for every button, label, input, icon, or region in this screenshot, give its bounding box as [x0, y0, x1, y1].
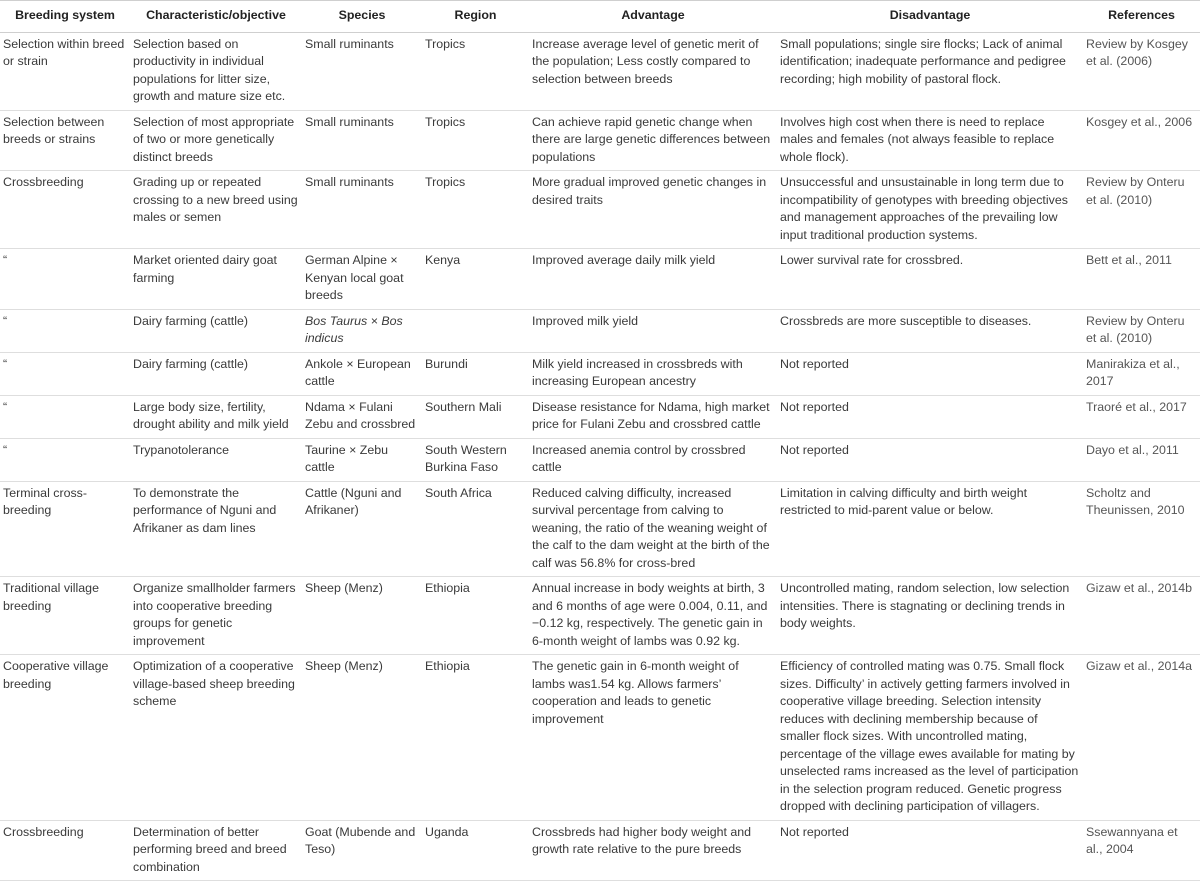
table-row [0, 32, 1200, 110]
table-row [0, 820, 1200, 881]
cell-characteristic: Trypanotolerance [133, 442, 229, 457]
cell-breeding-system: Selection between breeds or strains [3, 114, 105, 146]
cell-breeding-system: “ [3, 356, 8, 371]
cell-characteristic: Selection of most appropriate of two or more genetically distinct breeds [133, 114, 295, 164]
table-body [0, 32, 1200, 881]
cell-advantage: Annual increase in body weights at birth, 3 and 6 months of age were 0.004, 0.11, and −0.12 kg, respectively. The genetic gain in 6-month weight of lambs was 0.92 kg. [532, 581, 768, 648]
header-characteristic: Characteristic/objective [146, 8, 286, 22]
header-disadvantage: Disadvantage [889, 8, 971, 22]
cell-species: Small ruminants [305, 36, 394, 51]
cell-breeding-system: Crossbreeding [3, 175, 84, 189]
cell-disadvantage: Unsuccessful and unsustainable in long term due to incompatibility of genotypes with breeding objectives and management approaches of the prevailing low input traditional production systems. [780, 175, 1068, 242]
cell-references: Traoré et al., 2017 [1086, 399, 1187, 414]
cell-breeding-system: Cooperative village breeding [3, 659, 109, 691]
cell-disadvantage: Involves high cost when there is need to replace males and females (not always feasible to replace whole flock). [780, 114, 1055, 164]
cell-characteristic: Dairy farming (cattle) [133, 356, 248, 371]
table-row [0, 395, 1200, 438]
cell-disadvantage: Uncontrolled mating, random selection, low selection intensities. There is stagnating or declining trends in body weights. [780, 581, 1070, 630]
cell-species: German Alpine × Kenyan local goat breeds [305, 253, 404, 302]
header-references: References [1108, 8, 1175, 22]
table-row [0, 110, 1200, 171]
cell-region: Kenya [425, 253, 461, 267]
cell-species: Sheep (Menz) [305, 659, 383, 673]
table-row [0, 352, 1200, 395]
table-row [0, 438, 1200, 481]
cell-references: Kosgey et al., 2006 [1086, 114, 1193, 129]
cell-breeding-system: “ [3, 399, 8, 414]
cell-species: Bos Taurus × Bos indicus [305, 313, 403, 345]
cell-advantage: Increased anemia control by crossbred cattle [532, 442, 746, 474]
cell-references: Review by Onteru et al. (2010) [1086, 175, 1185, 207]
cell-references: Review by Onteru et al. (2010) [1086, 313, 1185, 345]
cell-breeding-system: Traditional village breeding [3, 581, 99, 613]
cell-breeding-system: Crossbreeding [3, 824, 84, 839]
cell-region: Tropics [425, 36, 466, 51]
cell-characteristic: Large body size, fertility, drought ability and milk yield [133, 399, 289, 431]
table-header [0, 1, 1200, 33]
cell-species: Taurine × Zebu cattle [305, 442, 389, 474]
cell-advantage: Increase average level of genetic merit of the population; Less costly compared to selection between breeds [532, 36, 759, 86]
cell-disadvantage: Not reported [780, 442, 849, 457]
cell-disadvantage: Small populations; single sire flocks; Lack of animal identification; inadequate performance and pedigree recording; high mobility of pastoral flock. [780, 36, 1066, 86]
cell-characteristic: Selection based on productivity in individual populations for litter size, growth and mature size etc. [133, 36, 286, 103]
cell-species: Small ruminants [305, 175, 394, 189]
cell-references: Dayo et al., 2011 [1086, 442, 1179, 457]
cell-region [422, 309, 529, 352]
cell-advantage: Reduced calving difficulty, increased survival percentage from calving to weaning, the ratio of the weaning weight of the calf to the dam weight at the birth of the calf was 56.8% for cross-bred [532, 485, 770, 570]
cell-species: Ndama × Fulani Zebu and crossbred [305, 399, 416, 431]
cell-disadvantage: Not reported [780, 399, 849, 414]
cell-disadvantage: Lower survival rate for crossbred. [780, 253, 964, 267]
cell-breeding-system: “ [3, 313, 8, 328]
cell-region: South Africa [425, 485, 492, 500]
cell-advantage: Improved average daily milk yield [532, 253, 716, 267]
cell-references: Gizaw et al., 2014b [1086, 581, 1193, 595]
cell-disadvantage: Efficiency of controlled mating was 0.75. Small flock sizes. Difficulty’ in actively getting farmers involved in cooperative village breeding. Selection intensity reduces with declining membership because of smaller flock sizes. With uncontrolled mating, percentage of the village ewes available for mating by unselected rams increased as the level of participation in the selection program reduced. Genetic progress dropped with declining participation of villagers. [780, 659, 1079, 813]
cell-references: Review by Kosgey et al. (2006) [1086, 36, 1188, 68]
cell-characteristic: Market oriented dairy goat farming [133, 253, 277, 285]
cell-advantage: The genetic gain in 6-month weight of lambs was1.54 kg. Allows farmers’ cooperation and leads to genetic improvement [532, 659, 739, 726]
header-advantage: Advantage [621, 8, 685, 22]
table-row [0, 655, 1200, 821]
cell-species: Small ruminants [305, 114, 394, 129]
cell-references: Ssewannyana et al., 2004 [1086, 824, 1178, 856]
table-row [0, 309, 1200, 352]
cell-species: Sheep (Menz) [305, 581, 383, 595]
cell-advantage: Disease resistance for Ndama, high market price for Fulani Zebu and crossbred cattle [532, 399, 770, 431]
cell-region: Tropics [425, 175, 466, 189]
table-row [0, 171, 1200, 249]
cell-breeding-system: Selection within breed or strain [3, 36, 125, 68]
cell-characteristic: Optimization of a cooperative village-based sheep breeding scheme [133, 659, 295, 708]
table-row [0, 249, 1200, 310]
table-row [0, 577, 1200, 655]
cell-breeding-system: “ [3, 253, 8, 267]
cell-breeding-system: Terminal cross-breeding [3, 485, 87, 517]
cell-references: Bett et al., 2011 [1086, 253, 1172, 267]
cell-advantage: More gradual improved genetic changes in desired traits [532, 175, 767, 207]
cell-disadvantage: Limitation in calving difficulty and birth weight restricted to mid-parent value or below. [780, 485, 1028, 517]
cell-characteristic: Grading up or repeated crossing to a new breed using males or semen [133, 175, 298, 224]
cell-region: Ethiopia [425, 659, 470, 673]
cell-region: Uganda [425, 824, 469, 839]
cell-advantage: Crossbreds had higher body weight and growth rate relative to the pure breeds [532, 824, 752, 856]
header-region: Region [454, 8, 497, 22]
cell-species: Ankole × European cattle [305, 356, 411, 388]
cell-region: Tropics [425, 114, 466, 129]
cell-region: South Western Burkina Faso [425, 442, 507, 474]
cell-references: Manirakiza et al., 2017 [1086, 356, 1180, 388]
header-species: Species [338, 8, 386, 22]
cell-region: Burundi [425, 356, 468, 371]
cell-characteristic: Dairy farming (cattle) [133, 313, 248, 328]
cell-disadvantage: Not reported [780, 824, 849, 839]
cell-region: Ethiopia [425, 581, 470, 595]
header-row [0, 1, 1200, 33]
table-row [0, 481, 1200, 577]
cell-references: Scholtz and Theunissen, 2010 [1086, 485, 1185, 517]
cell-disadvantage: Not reported [780, 356, 849, 371]
cell-references: Gizaw et al., 2014a [1086, 659, 1193, 673]
cell-advantage: Milk yield increased in crossbreds with increasing European ancestry [532, 356, 743, 388]
cell-breeding-system: “ [3, 442, 8, 457]
header-breeding-system: Breeding system [15, 8, 115, 22]
cell-advantage: Improved milk yield [532, 313, 639, 328]
cell-characteristic: To demonstrate the performance of Nguni and Afrikaner as dam lines [133, 485, 277, 535]
cell-advantage: Can achieve rapid genetic change when there are large genetic differences between populations [532, 114, 771, 164]
cell-region: Southern Mali [425, 399, 502, 414]
cell-species: Cattle (Nguni and Afrikaner) [305, 485, 402, 517]
cell-disadvantage: Crossbreds are more susceptible to diseases. [780, 313, 1032, 328]
cell-characteristic: Organize smallholder farmers into cooperative breeding groups for genetic improvement [133, 581, 296, 648]
cell-species: Goat (Mubende and Teso) [305, 824, 416, 856]
cell-characteristic: Determination of better performing breed and breed combination [133, 824, 287, 874]
